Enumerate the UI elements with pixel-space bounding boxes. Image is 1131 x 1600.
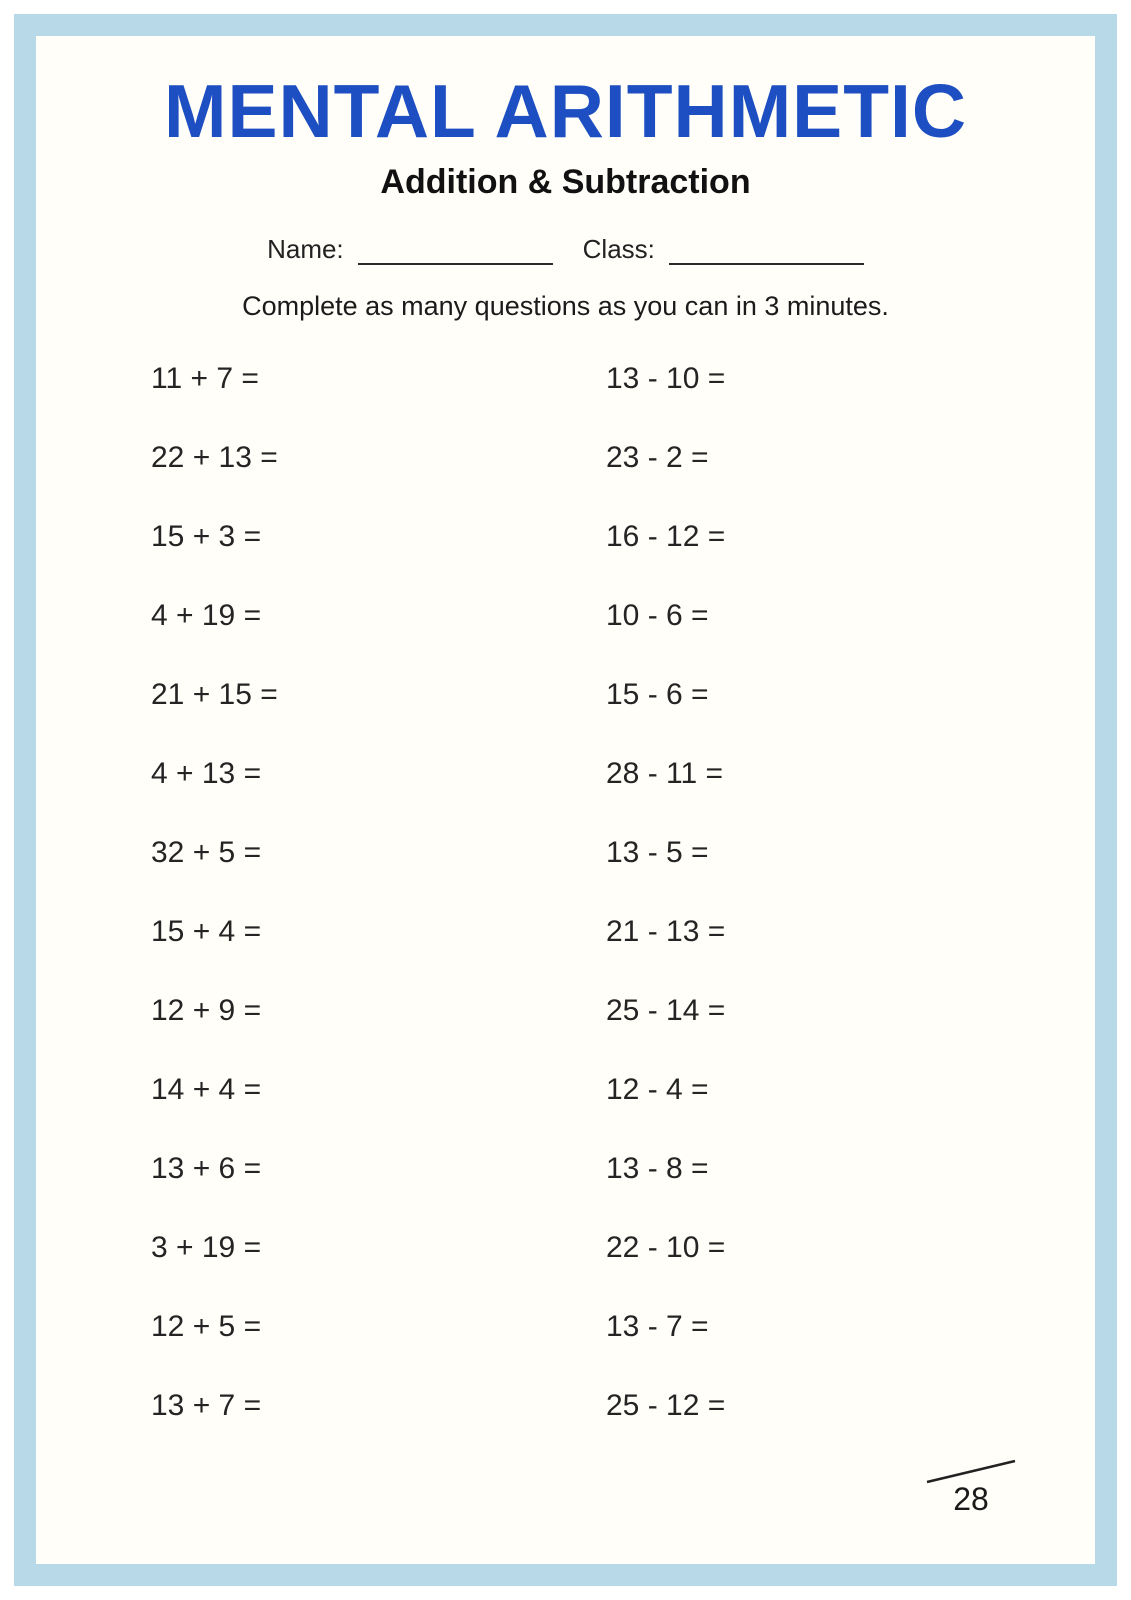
problem-sub-3: 16 - 12 = (606, 519, 726, 553)
problem-add-4: 4 + 19 = (151, 598, 262, 632)
problem-sub-6: 28 - 11 = (606, 756, 724, 790)
problem-sub-12: 22 - 10 = (606, 1230, 726, 1264)
problem-sub-2: 23 - 2 = (606, 440, 709, 474)
name-label: Name: (267, 233, 344, 264)
problem-sub-10: 12 - 4 = (606, 1072, 709, 1106)
problem-sub-5: 15 - 6 = (606, 677, 709, 711)
problems-grid (36, 361, 1095, 1422)
class-label: Class: (582, 233, 655, 264)
problem-add-7: 32 + 5 = (151, 835, 262, 869)
instruction-text: Complete as many questions as you can in 3 minutes. (242, 290, 889, 321)
page-number: 28 (953, 1481, 989, 1517)
problem-add-5: 21 + 15 = (151, 677, 278, 711)
worksheet-sheet (36, 36, 1095, 1564)
problem-add-3: 15 + 3 = (151, 519, 262, 553)
name-blank-line (358, 237, 553, 265)
problem-add-12: 3 + 19 = (151, 1230, 262, 1264)
problem-sub-13: 13 - 7 = (606, 1309, 709, 1343)
addition-column (151, 361, 606, 1422)
problem-sub-8: 21 - 13 = (606, 914, 726, 948)
class-blank-line (669, 237, 864, 265)
problem-sub-1: 13 - 10 = (606, 361, 726, 395)
problem-add-9: 12 + 9 = (151, 993, 262, 1027)
problem-sub-11: 13 - 8 = (606, 1151, 709, 1185)
problem-add-11: 13 + 6 = (151, 1151, 262, 1185)
problem-add-2: 22 + 13 = (151, 440, 278, 474)
problem-add-1: 11 + 7 = (151, 361, 259, 395)
decorative-border-frame (14, 14, 1117, 1586)
worksheet-title: MENTAL ARITHMETIC (163, 69, 968, 153)
problem-add-10: 14 + 4 = (151, 1072, 262, 1106)
page-footer (925, 1457, 1017, 1518)
subtraction-column (606, 361, 726, 1422)
problem-sub-4: 10 - 6 = (606, 598, 709, 632)
problem-sub-9: 25 - 14 = (606, 993, 726, 1027)
problem-add-8: 15 + 4 = (151, 914, 262, 948)
problem-add-13: 12 + 5 = (151, 1309, 262, 1343)
name-class-row (36, 234, 1095, 265)
worksheet-subtitle: Addition & Subtraction (380, 162, 751, 201)
problem-sub-7: 13 - 5 = (606, 835, 709, 869)
problem-add-6: 4 + 13 = (151, 756, 262, 790)
problem-sub-14: 25 - 12 = (606, 1388, 726, 1422)
problem-add-14: 13 + 7 = (151, 1388, 262, 1422)
